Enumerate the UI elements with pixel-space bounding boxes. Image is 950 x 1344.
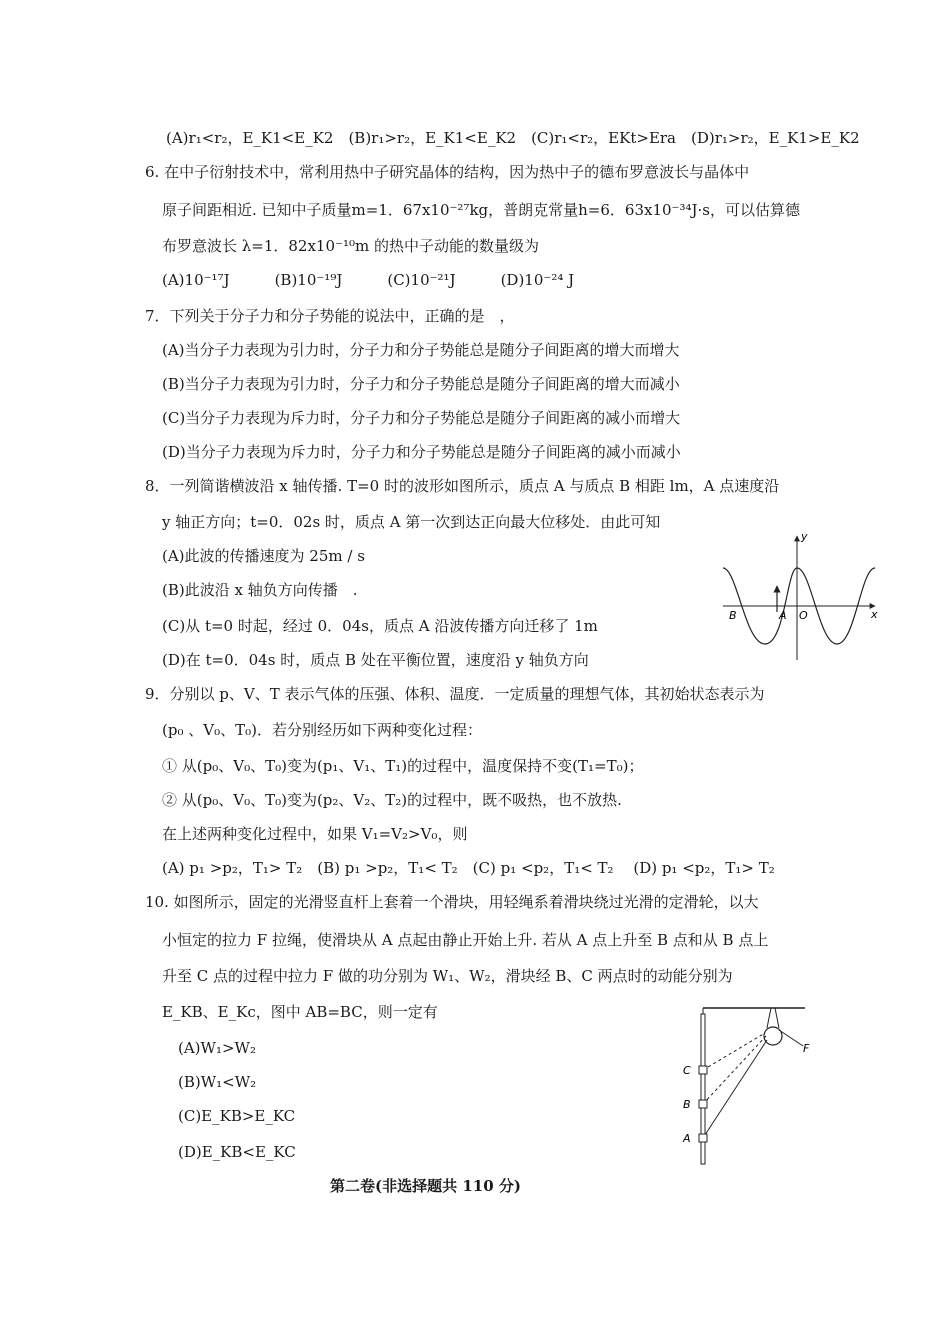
text-line: (D)当分子力表现为斥力时，分子力和分子势能总是随分子间距离的减小而减小 — [162, 443, 681, 461]
text-line: 9．分别以 p、V、T 表示气体的压强、体积、温度．一定质量的理想气体，其初始状态表示为 — [145, 685, 765, 703]
text-line: (B)此波沿 x 轴负方向传播 . — [162, 581, 358, 599]
text-line: (C)从 t=0 时起，经过 0．04s，质点 A 沿波传播方向迁移了 1m — [162, 617, 598, 635]
text-line: (A) p₁ >p₂，T₁> T₂ (B) p₁ >p₂，T₁< T₂ (C) p₁ <p₂，T₁< T₂ (D) p₁ <p₂，T₁> T₂ — [162, 859, 775, 877]
slider-B — [699, 1100, 707, 1108]
text-line: y 轴正方向；t=0．02s 时，质点 A 第一次到达正向最大位移处．由此可知 — [162, 513, 661, 531]
text-line: ② 从(p₀、V₀、T₀)变为(p₂、V₂、T₂)的过程中，既不吸热，也不放热. — [162, 791, 622, 809]
text-line: 在上述两种变化过程中，如果 V₁=V₂>V₀，则 — [162, 825, 468, 843]
text-line: 7．下列关于分子力和分子势能的说法中，正确的是 ， — [145, 307, 515, 325]
text-line: 10. 如图所示，固定的光滑竖直杆上套着一个滑块，用轻绳系着滑块绕过光滑的定滑轮，以大 — [145, 893, 759, 911]
text-line: (C)E_KB>E_KC — [178, 1107, 296, 1125]
rope-C — [703, 1033, 765, 1070]
text-line: (B)当分子力表现为引力时，分子力和分子势能总是随分子间距离的增大而减小 — [162, 375, 680, 393]
label-y: y — [801, 530, 808, 543]
text-line: (A)10⁻¹⁷J (B)10⁻¹⁹J (C)10⁻²¹J (D)10⁻²⁴ J — [162, 271, 575, 289]
text-line: 布罗意波长 λ=1．82x10⁻¹⁰m 的热中子动能的数量级为 — [162, 237, 539, 255]
wave-figure — [715, 528, 885, 668]
label-O: O — [799, 609, 808, 622]
text-line: (D)在 t=0．04s 时，质点 B 处在平衡位置，速度沿 y 轴负方向 — [162, 651, 589, 669]
rope-F — [779, 1030, 803, 1046]
text-line: (A)W₁>W₂ — [178, 1039, 256, 1057]
rope-A — [703, 1040, 767, 1138]
text-line: (D)E_KB<E_KC — [178, 1143, 296, 1161]
text-line: (A)当分子力表现为引力时，分子力和分子势能总是随分子间距离的增大而增大 — [162, 341, 680, 359]
text-line: (C)当分子力表现为斥力时，分子力和分子势能总是随分子间距离的减小而增大 — [162, 409, 681, 427]
text-line: 升至 C 点的过程中拉力 F 做的功分别为 W₁、W₂，滑块经 B、C 两点时的动能分别为 — [162, 967, 733, 985]
rope-B — [703, 1036, 766, 1104]
slider-A — [699, 1134, 707, 1142]
text-line: (A)r₁<r₂，E_K1<E_K2 (B)r₁>r₂，E_K1<E_K2 (C)r₁<r₂，EKt>Era (D)r₁>r₂，E_K1>E_K2 — [166, 129, 860, 147]
label-A: A — [779, 609, 787, 622]
label-B: B — [683, 1098, 691, 1111]
text-line: (p₀ 、V₀、T₀)．若分别经历如下两种变化过程： — [162, 721, 482, 739]
text-line: E_KB、E_Kc，图中 AB=BC，则一定有 — [162, 1003, 438, 1021]
text-line: 8．一列简谐横波沿 x 轴传播. T=0 时的波形如图所示，质点 A 与质点 B 相距 lm，A 点速度沿 — [145, 477, 780, 495]
label-C: C — [683, 1064, 691, 1077]
text-line: 6. 在中子衍射技术中，常利用热中子研究晶体的结构，因为热中子的德布罗意波长与晶体中 — [145, 163, 750, 181]
text-line: 原子间距相近. 已知中子质量m=1．67x10⁻²⁷kg，普朗克常量h=6．63x10⁻³⁴J·s，可以估算德 — [162, 201, 800, 219]
text-line: 小恒定的拉力 F 拉绳，使滑块从 A 点起由静止开始上升. 若从 A 点上升至 B 点和从 B 点上 — [162, 931, 769, 949]
label-A: A — [683, 1132, 691, 1145]
pulley-figure — [675, 1000, 825, 1170]
label-B: B — [729, 609, 737, 622]
label-F: F — [803, 1042, 810, 1055]
section-title: 第二卷(非选择题共 110 分) — [330, 1177, 521, 1195]
text-line: ① 从(p₀、V₀、T₀)变为(p₁、V₁、T₁)的过程中，温度保持不变(T₁=T₀)； — [162, 757, 644, 775]
label-x: x — [871, 608, 878, 621]
text-line: (A)此波的传播速度为 25m / s — [162, 547, 365, 565]
text-line: (B)W₁<W₂ — [178, 1073, 257, 1091]
slider-C — [699, 1066, 707, 1074]
